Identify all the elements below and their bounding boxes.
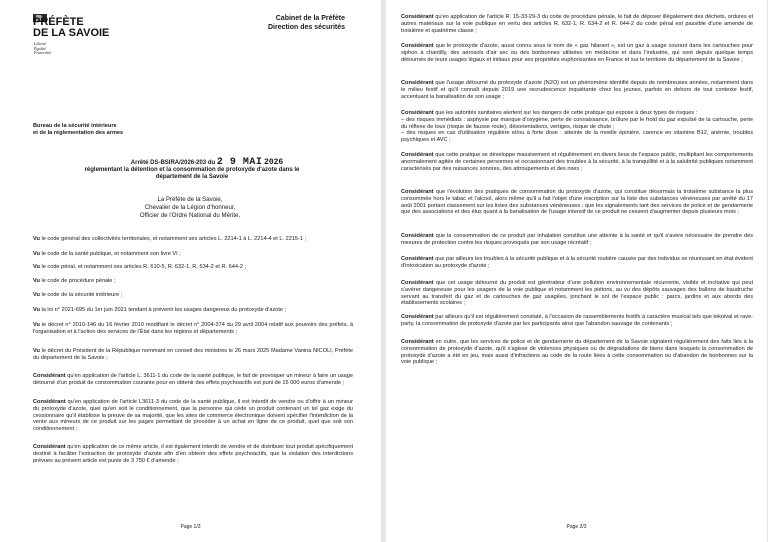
paragraph [33, 399, 353, 433]
prefecture-name-line2: DE LA SAVOIE [33, 27, 110, 39]
date-stamp-year: 2026 [264, 158, 284, 167]
paragraph-lead: Considérant [401, 152, 434, 158]
paragraph-text: qu'en application de ce même article, il est également interdit de vendre et de distribuer tout produit spécifiquement destiné à faciliter l'extraction de protoxyde d'azote afin d'en obtenir des effets psychoactifs, que la violation des interdictions prévues au présent article est punie de 3 750 € d'amende ; [33, 444, 353, 464]
paragraph-lead: Vu [33, 236, 40, 242]
bureau-name [33, 123, 123, 137]
signatory-line1: La Préfète de la Savoie, [157, 196, 223, 203]
paragraph-lead: Considérant [401, 189, 434, 195]
paragraph-text: par ailleurs qu'il est régulièrement constaté, à l'occasion de rassemblements festifs à caractère musical tels que teknival et rave-party, la consommation de protoxyde d'azote par les participants ainsi que l'abandon sauvage de contenants ; [401, 314, 753, 327]
paragraph-lead: Considérant [401, 314, 434, 320]
paragraph-lead: Vu [33, 278, 40, 284]
paragraph-lead: Considérant [401, 339, 434, 345]
paragraph [33, 236, 353, 243]
paragraph-lead: Considérant [401, 280, 434, 286]
paragraph-text: le code de la sécurité intérieure ; [39, 292, 123, 298]
prefecture-name [33, 17, 109, 39]
signatory-block [60, 196, 320, 220]
paragraph-lead: Considérant [33, 399, 66, 405]
paragraph-lead: Vu [33, 322, 40, 328]
paragraph [401, 110, 753, 144]
paragraph [401, 43, 753, 63]
paragraph [33, 373, 353, 387]
motto-egalite: Égalité [34, 45, 47, 51]
arrete-reference [72, 159, 342, 167]
paragraph-text: le code de procédure pénale ; [39, 278, 116, 284]
paragraph-lead: Considérant [401, 110, 434, 116]
motto-liberte: Liberté [34, 41, 47, 46]
paragraph-text: le code de la santé publique, et notamment son livre VI ; [39, 251, 181, 257]
date-stamp: 2 9 MAI [216, 157, 263, 168]
cabinet-title: Cabinet de la Préfète [275, 15, 345, 22]
paragraph-lead: Vu [33, 264, 40, 270]
paragraph-lead: Considérant [401, 233, 434, 239]
paragraph-lead: Vu [33, 251, 40, 257]
paragraph [33, 348, 353, 362]
document-page-2 [386, 0, 767, 542]
paragraph-text: qu'en application de l'article L. 3611-1 du code de la santé publique, le fait de provoquer un mineur à faire un usage détourné d'un produit de consommation courante pour en obtenir des effets psychoactifs est puni de 15 000 euros d'amende ; [33, 373, 353, 386]
paragraph-lead: Considérant [401, 14, 434, 20]
paragraph [401, 233, 753, 247]
paragraph-lead: Considérant [33, 373, 66, 379]
paragraph [401, 80, 753, 100]
paragraph-lead: Considérant [33, 444, 66, 450]
page-number: Page 1/3 [180, 524, 201, 530]
arrete-number: Arrêté DS-BSIRA/2026-203 du [130, 160, 216, 166]
signatory-line3: Officier de l'Ordre National du Mérite, [139, 212, 241, 219]
paragraph-text: que par ailleurs les troubles à la sécurité publique et à la sécurité routière causée par des individus se réunissant en état évident d'intoxication au protoxyde d'azote ; [401, 256, 753, 269]
paragraph-text: que le protoxyde d'azote, aussi connu sous le nom de « gaz hilarant », est un gaz à usage courant dans les cartouches pour siphon à chantilly, des aérosols d'air sec ou des bonbonnes utilisées en médecine et dans l'industrie, qui sont depuis quelque temps détournés de leurs usages légaux et initiaux pour ses propriétés euphorisantes en France et sur le territoire du département de la Savoie ; [401, 43, 753, 63]
paragraph-text: le décret du Président de la République nommant en conseil des ministres le 26 mars 2025 Madame Vanina NICOLI, Préfète du département de la Savoie ; [33, 348, 353, 361]
paragraph-text: qu'en application de l'article L3611-3 du code de la santé publique, il est interdit de vendre ou d'offrir à un mineur du protoxyde d'azote, quel qu'en soit le conditionnement, que la personne qui cède un produit contenant un tel gaz exige du cessionnaire qu'il établisse la preuve de sa majorité, que les sites de commerce électronique doivent spécifier l'interdiction de la vente aux mineurs de ce produit sur les pages permettant de procéder à un achat en ligne de ce produit, quel que soit son conditionnement ; [33, 399, 353, 433]
motto-fraternite: Fraternité [34, 50, 52, 56]
paragraph [33, 251, 353, 258]
paragraph [33, 322, 353, 336]
paragraph-text: qu'en application de l'article R. 15-33-29-3 du code de procédure pénale, le fait de déposer illégalement des déchets, ordures et autres matériaux sur la voie publique en vertu des articles R. 632-1, R. 634-2 et R. 644-2 du code pénal est passible d'une amende de troisième et quatrième classe ; [401, 14, 753, 34]
paragraph [401, 280, 753, 307]
paragraph [33, 307, 353, 314]
paragraph-text: que les autorités sanitaires alertent sur les dangers de cette pratique qui expose à deux types de risques : – des risques immédiats : asphyxie par manque d'oxygène, perte de connaissance, brûlure par le froid du gaz expulsé de la cartouche, perte du réflexe de toux (risque de fausse route), désorientations, vertiges, risque de chute ; – des risques en cas d'utilisation régulière et/ou à forte dose : atteinte de la moelle épinière, carence en vitamine B12, anémie, troubles psychiques et AVC ; [401, 110, 753, 144]
paragraph [401, 339, 753, 366]
paragraph-text: le code pénal, et notamment ses articles R. 610-5, R. 632-1, R. 634-2 et R. 644-2 ; [39, 264, 247, 270]
paragraph-text: la loi n° 2021-695 du 1er juin 2021 tendant à prévenir les usages dangereux du protoxyde d'azote ; [39, 307, 287, 313]
direction-title: Direction des sécurités [267, 23, 345, 31]
page-number: Page 2/3 [566, 524, 587, 530]
paragraph-text: que cette pratique se développe massivement et régulièrement en divers lieux de l'espace public, multipliant les comportements anormalement agités de certaines personnes et occasionnant des troubles à la sécurité, à la tranquillité et à la salubrité publiques notamment caractérisés par des nuisances sonores, des attroupements et des rixes ; [401, 152, 753, 172]
paragraph [401, 14, 753, 34]
bureau-line2: et de la réglementation des armes [33, 130, 124, 136]
prefecture-name-line1: PRÉFÈTE [33, 16, 84, 28]
paragraph [33, 292, 353, 299]
paragraph-text: que la consommation de ce produit par inhalation constitue une atteinte à la santé et qu'il s'avère nécessaire de prendre des mesures de protection contre les risques provoqués par son usage récréatif ; [401, 233, 753, 246]
paragraph [401, 189, 753, 216]
paragraph [33, 264, 353, 271]
paragraph-text: le décret n° 2010-146 du 16 février 2010 modifiant le décret n° 2004-374 du 29 avril 2004 relatif aux pouvoirs des préfets, à l'organisation et à l'action des services de l'État dans les régions et départements ; [33, 322, 353, 335]
republic-motto [34, 42, 51, 56]
paragraph [33, 444, 353, 464]
paragraph-lead: Considérant [401, 256, 434, 262]
paragraph-lead: Vu [33, 307, 40, 313]
arrete-title: réglementant la détention et la consommation de protoxyde d'azote dans le département de la Savoie [84, 167, 300, 181]
bureau-line1: Bureau de la sécurité intérieure [33, 123, 117, 129]
paragraph [401, 152, 753, 172]
paragraph-lead: Vu [33, 348, 40, 354]
issuing-office [268, 15, 345, 32]
paragraph-lead: Considérant [401, 43, 434, 49]
paragraph [401, 256, 753, 270]
paragraph-text: que l'usage détourné du protoxyde d'azote (N2O) est un phénomène identifié depuis de nombreuses années, notamment dans le milieu festif et qu'il connaît depuis 2019 une recrudescence inquiétante chez les jeunes, parfois en dehors de tout contexte festif, accentuant la banalisation de son usage ; [401, 80, 753, 100]
paragraph-lead: Vu [33, 292, 40, 298]
document-page-1 [0, 0, 381, 542]
paragraph-text: en outre, que les services de police et de gendarmerie du département de la Savoie signalent régulièrement des faits liés à la consommation de protoxyde d'azote, qu'il s'agisse de violences physiques ou de dégradations de biens dans lesquels la consommation de protoxyde d'azote a été en jeu, mais aussi d'infractions au code de la route liées à cette consommation ou d'abandon de bonbonnes sur la voie publique ; [401, 339, 753, 366]
paragraph-text: que cet usage détourné du produit est générateur d'une pollution environnementale récurrente, visible et incitative qui peut s'avérer dangereuse pour les usagers de la voie publique et notamment les piétons, au vu des dépôts sauvages des ballons de baudruche servant au transfert du gaz et de cartouches de gaz usagées, jonchant le sol de l'espace public : parcs, jardins et aux abords des établissements scolaires ; [401, 280, 753, 307]
paragraph-text: le code général des collectivités territoriales, et notamment ses articles L. 2214-1 à L. 2214-4 et L. 2215-1 ; [39, 236, 307, 242]
paragraph [401, 314, 753, 328]
paragraph [33, 278, 353, 285]
paragraph-text: que l'évolution des pratiques de consommation du protoxyde d'azote, qui constitue désormais la troisième substance la plus consommée hors le tabac et l'alcool, alors même qu'il a fait l'objet d'une inscription sur la liste des substances vénéneuses par arrêté du 17 août 2001 portant classement sur les listes des substances vénéneuses ; que les signalements tant des services de police et de gendarmerie que des associations et des élus quant à la banalisation de l'usage intensif de ce produit ne cessent d'augmenter depuis plusieurs mois ; [401, 189, 753, 216]
paragraph-lead: Considérant [401, 80, 434, 86]
signatory-line2: Chevalier de la Légion d'honneur, [144, 204, 236, 211]
